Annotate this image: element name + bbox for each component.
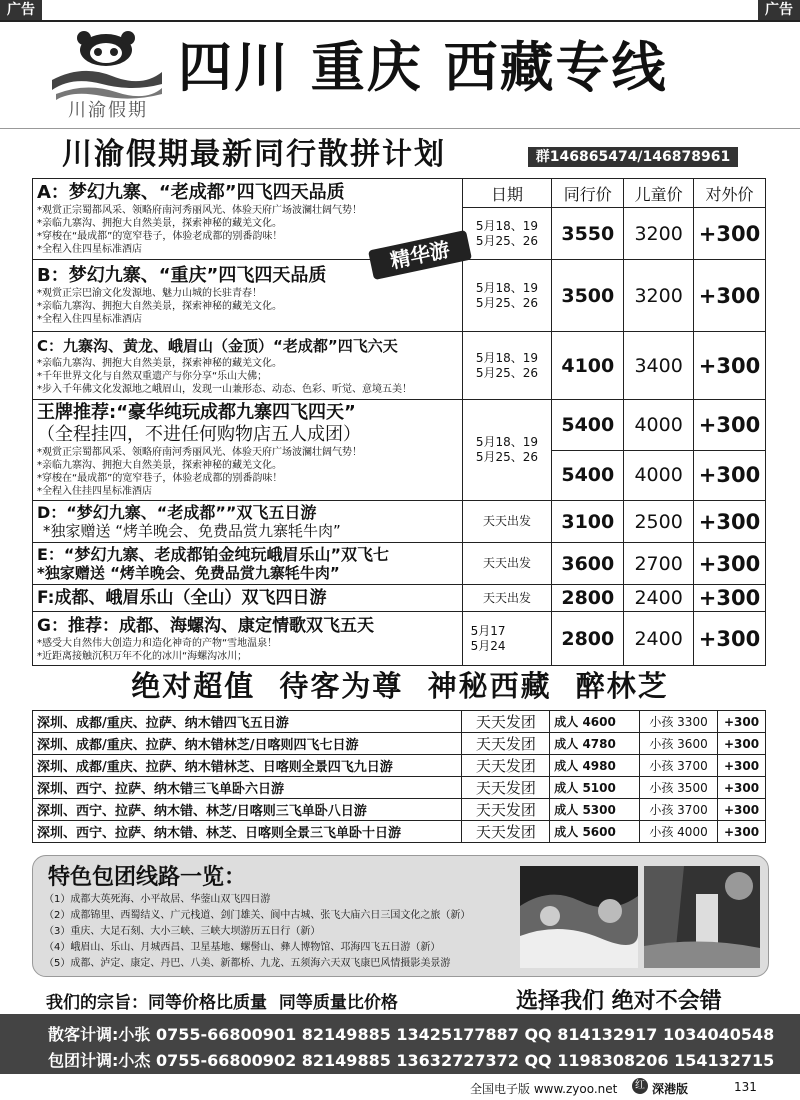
route-a-line: *穿梭在“最成都”的宽窄巷子，体验老成都的别番韵味！ [37,231,283,242]
route-d-peer: 3100 [552,501,624,543]
tibet-route-child: 小孩 3500 [640,777,718,799]
waterfall-photo [644,866,760,968]
route-d-date: 天天出发 [462,501,552,543]
route-b-ext: +300 [694,260,766,332]
tibet-route-departure: 天天发团 [462,755,550,777]
route-d-bonus: *独家赠送 “烤羊晚会、免费品赏九寨牦牛肉” [43,522,341,540]
table-row [33,543,766,585]
route-b-date [462,260,552,332]
route-f-cell [33,585,463,612]
route-e-bonus: *独家赠送 “烤羊晚会、免费品赏九寨牦牛肉” [37,564,340,582]
route-d-child: 2500 [624,501,694,543]
table-header-row [33,179,766,208]
tibet-route-ext: +300 [717,821,765,843]
tibet-route-ext: +300 [717,711,765,733]
route-a-peer: 3550 [552,208,624,260]
route-premium-line: *穿梭在“最成都”的宽窄巷子，体验老成都的别番韵味！ [37,473,283,484]
tibet-route-ext: +300 [717,799,765,821]
route-premium-child: 4000 [624,400,694,451]
route-b-line: *亲临九寨沟、拥抱大自然美景，探索神秘的藏羌文化。 [37,301,282,312]
table-row [33,755,766,777]
route-premium-line: *观赏正宗蜀都风采、领略府南河秀丽风光、体验天府广场波澜壮阔气势！ [37,447,362,458]
table-row [33,585,766,612]
route-f-child: 2400 [624,585,694,612]
route-premium-line: *全程入住挂四星标准酒店 [37,486,152,497]
route-e-ext: +300 [694,543,766,585]
tibet-route-departure: 天天发团 [462,733,550,755]
route-e-title: E：“梦幻九寨、老成都铂金纯玩峨眉乐山”双飞七 [37,545,389,564]
table-row [33,711,766,733]
footer-site [470,1080,617,1097]
route-g-line: *近距离接触沉积万年不化的冰川“海螺沟冰川； [37,650,248,662]
route-premium-line: *亲临九寨沟、拥抱大自然美景，探索神秘的藏羌文化。 [37,460,282,471]
tibet-route-child: 小孩 3600 [640,733,718,755]
contact-line-retail: 散客计调:小张 0755-66800901 82149885 13425177887 QQ 814132917 1034040548 [48,1025,775,1044]
route-premium-date [462,400,552,501]
qq-group-badge: 群146865474/146878961 [528,147,738,167]
tibet-route-departure: 天天发团 [462,821,550,843]
header-child-price: 儿童价 [624,179,694,208]
tibet-route-adult: 成人 4980 [550,755,640,777]
route-c-child: 3400 [624,332,694,400]
route-c-cell [33,332,463,400]
date-text: 5月18、19 5月25、26 [475,218,539,248]
table-row [33,400,766,451]
route-a-line: *亲临九寨沟、拥抱大自然美景，探索神秘的藏羌文化。 [37,218,282,229]
route-f-date: 天天出发 [462,585,552,612]
header-peer-price: 同行价 [552,179,624,208]
tibet-route-name: 深圳、成都/重庆、拉萨、纳木错林芝、日喀则全景四飞九日游 [33,755,462,777]
section-title: 川渝假期最新同行散拼计划 [62,137,446,172]
tibet-route-name: 深圳、成都/重庆、拉萨、纳木错林芝/日喀则四飞七日游 [33,733,462,755]
footer-edition: 深港版 [652,1082,689,1096]
route-g-cell [33,612,463,666]
table-row [33,612,766,666]
contact-line-group: 包团计调:小杰 0755-66800902 82149885 13632727372 QQ 1198308206 154132715 [48,1051,775,1070]
route-e-child: 2700 [624,543,694,585]
route-e-cell [33,543,463,585]
tibet-route-name: 深圳、西宁、拉萨、纳木错三飞单卧六日游 [33,777,462,799]
contact-bar [0,1014,800,1074]
route-a-title: A：梦幻九寨、“老成都”四飞四天品质 [37,182,345,203]
route-d-cell [33,501,463,543]
route-a-line: *观赏正宗蜀都风采、领略府南河秀丽风光、体验天府广场波澜壮阔气势！ [37,205,362,216]
tibet-route-child: 小孩 4000 [640,821,718,843]
route-d-ext: +300 [694,501,766,543]
page-number: 131 [734,1080,757,1094]
special-tours-title: 特色包团线路一览： [48,865,247,890]
route-g-title: G：推荐：成都、海螺沟、康定情歌双飞五天 [37,615,374,636]
tibet-route-adult: 成人 5300 [550,799,640,821]
route-premium-subtitle: （全程挂四，不进任何购物店五人成团） [37,424,361,445]
header-rule [0,20,800,22]
route-e-date: 天天出发 [462,543,552,585]
route-premium-peer: 5400 [552,400,624,451]
ad-label-right: 广告 [758,0,800,20]
route-a-line: *全程入住四星标准酒店 [37,244,142,255]
tibet-route-child: 小孩 3300 [640,711,718,733]
tibet-route-departure: 天天发团 [462,777,550,799]
route-c-line: *亲临九寨沟、拥抱大自然美景，探索神秘的藏羌文化。 [37,358,282,369]
footer-text: 全国电子版 www.zyoo.net [470,1082,618,1096]
tibet-route-adult: 成人 5100 [550,777,640,799]
header-date: 日期 [462,179,552,208]
route-b-child: 3200 [624,260,694,332]
route-a-child: 3200 [624,208,694,260]
tibet-route-name: 深圳、成都/重庆、拉萨、纳木错四飞五日游 [33,711,462,733]
table-row [33,777,766,799]
tibet-route-table [32,710,766,843]
route-premium-ext: +300 [694,400,766,451]
tibet-route-adult: 成人 4600 [550,711,640,733]
tibet-route-ext: +300 [717,755,765,777]
tibet-route-adult: 成人 5600 [550,821,640,843]
route-b-line: *观赏正宗巴渝文化发源地、魅力山城的长驻青春！ [37,288,262,299]
date-text: 5月17 5月24 [470,623,506,653]
tibet-route-departure: 天天发团 [462,711,550,733]
route-a-ext: +300 [694,208,766,260]
table-row [33,821,766,843]
route-c-ext: +300 [694,332,766,400]
route-g-line: *感受大自然伟大创造力和造化神奇的产物“雪地温泉！ [37,637,278,649]
route-premium-cell [33,400,463,501]
tibet-route-ext: +300 [717,733,765,755]
route-g-peer: 2800 [552,612,624,666]
header-public-price: 对外价 [694,179,766,208]
table-row [33,501,766,543]
tibet-route-child: 小孩 3700 [640,799,718,821]
route-premium-peer-2: 5400 [552,450,624,501]
footer-logo-icon: 红 [632,1078,648,1094]
ad-label-left: 广告 [0,0,42,20]
table-row [33,799,766,821]
route-premium-ext-2: +300 [694,450,766,501]
motto-right: 选择我们 绝对不会错 [516,989,722,1014]
date-text: 5月18、19 5月25、26 [475,350,539,380]
motto-left: 我们的宗旨：同等价格比质量 同等质量比价格 [46,993,398,1013]
snow-landscape-photo [520,866,638,968]
table-row [33,733,766,755]
list-item: （5）成都、泸定、康定、丹巴、八美、新都桥、九龙、五须海六天双飞康巴风情摄影美景游 [44,958,451,969]
logo-text: 川渝假期 [68,100,148,121]
tibet-route-name: 深圳、西宁、拉萨、纳木错、林芝/日喀则三飞单卧八日游 [33,799,462,821]
list-item: （3）重庆、大足石刻、大小三峡、三峡大坝游历五日行（新） [44,926,321,937]
route-b-line: *全程入住四星标准酒店 [37,314,142,325]
route-f-peer: 2800 [552,585,624,612]
route-premium-child-2: 4000 [624,450,694,501]
route-f-ext: +300 [694,585,766,612]
slogan: 绝对超值 待客为尊 神秘西藏 醉林芝 [131,669,669,703]
page-title: 四川 重庆 西藏专线 [178,36,668,99]
highlight-stamp: 精华游 [368,230,472,280]
tibet-route-ext: +300 [717,777,765,799]
tibet-route-adult: 成人 4780 [550,733,640,755]
tibet-route-name: 深圳、西宁、拉萨、纳木错、林芝、日喀则全景三飞单卧十日游 [33,821,462,843]
route-c-line: *千年世界文化与自然双重遗产与你分享“乐山大佛； [37,371,268,382]
route-premium-title: 王牌推荐:“豪华纯玩成都九寨四飞四天” [37,402,356,423]
title-rule [0,128,800,129]
route-b-title: B：梦幻九寨、“重庆”四飞四天品质 [37,265,327,286]
route-a-date [462,208,552,260]
route-c-peer: 4100 [552,332,624,400]
date-text: 5月18、19 5月25、26 [475,280,539,310]
tibet-route-child: 小孩 3700 [640,755,718,777]
route-b-peer: 3500 [552,260,624,332]
route-d-title: D：“梦幻九寨、“老成都””双飞五日游 [37,503,317,522]
list-item: （1）成都大英死海、小平故居、华蓥山双飞四日游 [44,894,271,905]
route-e-peer: 3600 [552,543,624,585]
route-c-line: *步入千年佛文化发源地之峨眉山，发现一山兼形态、动态、色彩、听觉、意境五美！ [37,384,412,395]
route-c-date [462,332,552,400]
route-c-title: C：九寨沟、黄龙、峨眉山（金顶）“老成都”四飞六天 [37,337,398,355]
date-text: 5月18、19 5月25、26 [475,435,539,464]
route-f-title: F:成都、峨眉乐山（全山）双飞四日游 [37,588,327,608]
list-item: （4）峨眉山、乐山、月城西昌、卫星基地、螺髻山、彝人博物馆、邛海四飞五日游（新） [44,942,441,953]
route-g-child: 2400 [624,612,694,666]
table-row [33,332,766,400]
special-tours-list [44,892,514,972]
route-g-ext: +300 [694,612,766,666]
route-g-date [462,612,552,666]
tibet-route-departure: 天天发团 [462,799,550,821]
list-item: （2）成都锦里、西蜀结义、广元栈道、剑门雄关、阆中古城、张飞大庙六日三国文化之旅（新） [44,910,471,921]
